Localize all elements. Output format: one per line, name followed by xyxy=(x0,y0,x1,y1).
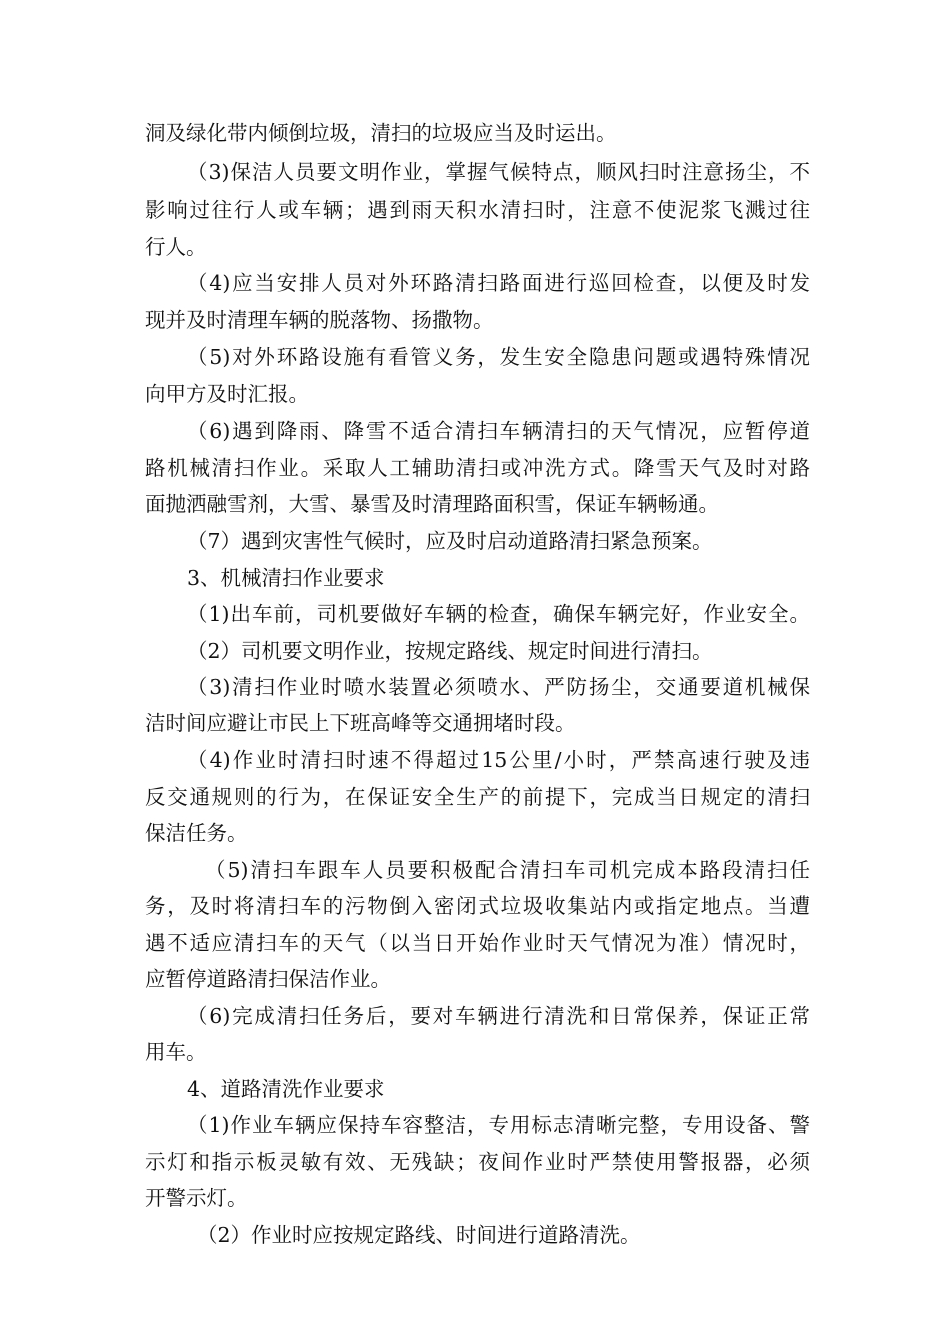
text-line: 反交通规则的行为，在保证安全生产的前提下，完成当日规定的清扫 xyxy=(145,785,810,809)
text-line: （5)对外环路设施有看管义务，发生安全隐患问题或遇特殊情况 xyxy=(187,345,810,369)
text-line: （3)保洁人员要文明作业，掌握气候特点，顺风扫时注意扬尘，不 xyxy=(187,160,810,184)
text-line: 影响过往行人或车辆；遇到雨天积水清扫时，注意不使泥浆飞溅过往 xyxy=(145,198,810,222)
text-line: （5)清扫车跟车人员要积极配合清扫车司机完成本路段清扫任 xyxy=(205,858,810,882)
text-line: （1)出车前，司机要做好车辆的检查，确保车辆完好，作业安全。 xyxy=(187,602,810,626)
text-line: 应暂停道路清扫保洁作业。 xyxy=(145,967,391,991)
text-line: 示灯和指示板灵敏有效、无残缺；夜间作业时严禁使用警报器，必须 xyxy=(145,1150,810,1174)
text-line: （3)清扫作业时喷水装置必须喷水、严防扬尘，交通要道机械保 xyxy=(187,675,810,699)
text-line: （7）遇到灾害性气候时，应及时启动道路清扫紧急预案。 xyxy=(187,529,713,553)
text-line: 面抛洒融雪剂，大雪、暴雪及时清理路面积雪，保证车辆畅通。 xyxy=(145,492,719,516)
text-line: （4)作业时清扫时速不得超过15公里/小时，严禁高速行驶及违 xyxy=(187,748,810,772)
text-line: （6)完成清扫任务后，要对车辆进行清洗和日常保养，保证正常 xyxy=(187,1004,810,1028)
text-line: 洞及绿化带内倾倒垃圾，清扫的垃圾应当及时运出。 xyxy=(145,121,617,145)
text-line: 保洁任务。 xyxy=(145,821,248,845)
text-line: 行人。 xyxy=(145,235,207,259)
text-line: （1)作业车辆应保持车容整洁，专用标志清晰完整，专用设备、警 xyxy=(187,1113,810,1137)
text-line: （2）作业时应按规定路线、时间进行道路清洗。 xyxy=(197,1223,641,1247)
text-line: 开警示灯。 xyxy=(145,1186,248,1210)
text-line: （6)遇到降雨、降雪不适合清扫车辆清扫的天气情况，应暂停道 xyxy=(187,419,810,443)
section-heading: 4、道路清洗作业要求 xyxy=(187,1077,385,1101)
text-line: 遇不适应清扫车的天气（以当日开始作业时天气情况为准）情况时， xyxy=(145,931,810,955)
text-line: 向甲方及时汇报。 xyxy=(145,382,309,406)
text-line: （4)应当安排人员对外环路清扫路面进行巡回检查，以便及时发 xyxy=(187,271,810,295)
text-line: 用车。 xyxy=(145,1040,207,1064)
text-line: 路机械清扫作业。采取人工辅助清扫或冲洗方式。降雪天气及时对路 xyxy=(145,456,810,480)
text-line: （2）司机要文明作业，按规定路线、规定时间进行清扫。 xyxy=(187,639,713,663)
text-line: 务，及时将清扫车的污物倒入密闭式垃圾收集站内或指定地点。当遭 xyxy=(145,894,810,918)
section-heading: 3、机械清扫作业要求 xyxy=(187,566,385,590)
text-line: 洁时间应避让市民上下班高峰等交通拥堵时段。 xyxy=(145,711,576,735)
text-line: 现并及时清理车辆的脱落物、扬撒物。 xyxy=(145,308,494,332)
